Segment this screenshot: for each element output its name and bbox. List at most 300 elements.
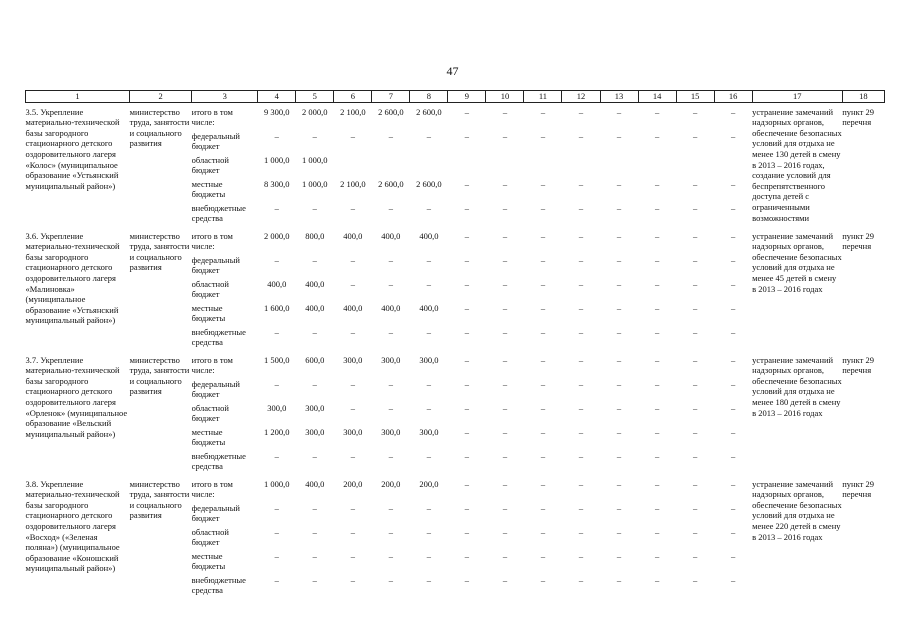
funding-value: – (654, 354, 660, 365)
list-reference: пункт 29 перечня (842, 106, 874, 128)
funding-value: – (616, 574, 622, 585)
funding-value: – (274, 450, 279, 461)
funding-value: – (502, 106, 508, 117)
funding-source: итого в том числе: (191, 106, 233, 128)
funding-value: – (540, 202, 546, 213)
funding-value: 400,0 (267, 278, 287, 289)
funding-value: – (312, 254, 317, 265)
funding-value: – (616, 426, 622, 437)
funding-value: 600,0 (305, 354, 325, 365)
funding-value: 2 000,0 (302, 106, 328, 117)
funding-value: – (464, 302, 470, 313)
funding-value: 1 000,0 (264, 154, 290, 165)
funding-value: – (464, 106, 470, 117)
column-number-header: 1 (26, 91, 130, 103)
funding-value: – (388, 402, 393, 413)
funding-value: – (464, 354, 470, 365)
funding-value: – (464, 450, 470, 461)
funding-value: – (350, 574, 355, 585)
funding-value: 300,0 (381, 354, 401, 365)
funding-value: – (350, 278, 355, 289)
funding-value (486, 155, 524, 179)
responsible-executor: министерство труда, занятости и социального развития (129, 354, 190, 397)
funding-value: – (502, 378, 508, 389)
funding-value: – (464, 550, 470, 561)
column-number-header: 14 (638, 91, 676, 103)
funding-value: – (616, 326, 622, 337)
funding-value (372, 155, 410, 179)
program-table (25, 90, 885, 599)
funding-value (562, 155, 600, 179)
funding-value: – (426, 574, 431, 585)
funding-source: федеральный бюджет (191, 254, 240, 276)
funding-value: – (312, 450, 317, 461)
funding-value: – (388, 254, 393, 265)
column-number-header: 18 (842, 91, 884, 103)
funding-value: – (654, 378, 660, 389)
funding-value: – (616, 302, 622, 313)
funding-value: 400,0 (305, 278, 325, 289)
funding-value: – (312, 502, 317, 513)
funding-value: 2 000,0 (264, 230, 290, 241)
funding-value: – (654, 130, 660, 141)
funding-value: – (426, 326, 431, 337)
funding-source: областной бюджет (191, 154, 229, 176)
funding-value: – (692, 254, 698, 265)
funding-value: – (540, 130, 546, 141)
funding-value: – (731, 526, 736, 537)
funding-value: – (692, 278, 698, 289)
column-number-header: 4 (258, 91, 296, 103)
funding-value: – (578, 254, 584, 265)
funding-value: 1 600,0 (264, 302, 290, 313)
column-number-header: 2 (130, 91, 192, 103)
funding-value: – (616, 550, 622, 561)
responsible-executor: министерство труда, занятости и социального развития (129, 478, 190, 521)
funding-value: – (388, 378, 393, 389)
column-number-header: 8 (410, 91, 448, 103)
funding-value: – (464, 378, 470, 389)
funding-value: – (616, 526, 622, 537)
funding-value: – (540, 302, 546, 313)
funding-value: – (654, 402, 660, 413)
funding-value: – (426, 130, 431, 141)
funding-value: – (312, 326, 317, 337)
funding-value: – (692, 402, 698, 413)
funding-value: 400,0 (381, 230, 401, 241)
funding-source: внебюджетные средства (191, 574, 246, 596)
funding-value: – (502, 326, 508, 337)
funding-value: 300,0 (343, 426, 363, 437)
column-number-header: 15 (676, 91, 714, 103)
funding-value: 400,0 (305, 302, 325, 313)
funding-value: – (464, 178, 470, 189)
funding-value: 400,0 (419, 230, 439, 241)
column-number-header: 6 (334, 91, 372, 103)
funding-value: – (426, 402, 431, 413)
funding-value: – (426, 254, 431, 265)
measure-name: 3.7. Укрепление материально-технической базы загородного стационарного детского оздоровительного лагеря «Орленок» (муниципальное образование «Вельский муниципальный район») (25, 354, 128, 439)
funding-source: внебюджетные средства (191, 326, 246, 348)
funding-value: – (540, 106, 546, 117)
funding-value: – (731, 254, 736, 265)
funding-value: – (654, 230, 660, 241)
funding-value: – (654, 574, 660, 585)
funding-value: – (578, 526, 584, 537)
funding-value: 300,0 (419, 426, 439, 437)
funding-value: – (654, 326, 660, 337)
funding-value: – (692, 478, 698, 489)
funding-value: – (502, 402, 508, 413)
table-row (26, 475, 885, 503)
funding-value: – (692, 202, 698, 213)
funding-value: – (502, 178, 508, 189)
funding-value: – (312, 574, 317, 585)
funding-value: – (654, 178, 660, 189)
funding-value: – (274, 574, 279, 585)
funding-value: – (540, 254, 546, 265)
funding-value: 300,0 (267, 402, 287, 413)
funding-value: – (350, 130, 355, 141)
funding-value: – (464, 326, 470, 337)
funding-value: – (731, 478, 736, 489)
funding-value: – (654, 302, 660, 313)
measure-name: 3.6. Укрепление материально-технической базы загородного стационарного детского оздоровительного лагеря «Малиновка» (муниципальное образование «Устьянский муниципальный район») (25, 230, 120, 326)
funding-value: – (350, 378, 355, 389)
funding-value: – (692, 130, 698, 141)
funding-value (676, 155, 714, 179)
funding-value: – (388, 450, 393, 461)
list-reference: пункт 29 перечня (842, 478, 874, 500)
funding-value: – (578, 354, 584, 365)
funding-source: местные бюджеты (191, 426, 226, 448)
funding-value: – (350, 326, 355, 337)
funding-value: 200,0 (419, 478, 439, 489)
funding-source: федеральный бюджет (191, 502, 240, 524)
column-number-header: 12 (562, 91, 600, 103)
funding-value: – (540, 378, 546, 389)
funding-source: внебюджетные средства (191, 450, 246, 472)
funding-value: 400,0 (343, 230, 363, 241)
funding-value: 9 300,0 (264, 106, 290, 117)
funding-value: – (654, 526, 660, 537)
funding-value: – (540, 450, 546, 461)
funding-value: – (616, 278, 622, 289)
funding-value: 300,0 (305, 426, 325, 437)
column-number-header: 13 (600, 91, 638, 103)
funding-value: – (731, 378, 736, 389)
funding-value: – (502, 278, 508, 289)
funding-value: – (654, 278, 660, 289)
column-number-header: 10 (486, 91, 524, 103)
funding-value: – (692, 354, 698, 365)
funding-value: – (731, 178, 736, 189)
funding-value: – (464, 278, 470, 289)
funding-value: 200,0 (343, 478, 363, 489)
measure-name: 3.5. Укрепление материально-технической базы загородного стационарного детского оздоровительного лагеря «Колос» (муниципальное образование «Устьянский муниципальный район») (25, 106, 120, 191)
funding-value: – (388, 574, 393, 585)
funding-value: – (731, 450, 736, 461)
funding-value: 2 600,0 (416, 178, 442, 189)
funding-value: – (426, 450, 431, 461)
funding-value: – (502, 450, 508, 461)
funding-value: 800,0 (305, 230, 325, 241)
funding-value: – (426, 502, 431, 513)
funding-value: – (578, 378, 584, 389)
funding-value: – (578, 402, 584, 413)
funding-source: местные бюджеты (191, 302, 226, 324)
funding-value: – (388, 130, 393, 141)
funding-value (638, 155, 676, 179)
funding-value: – (731, 426, 736, 437)
funding-value: – (692, 178, 698, 189)
column-number-header: 5 (296, 91, 334, 103)
funding-source: областной бюджет (191, 526, 229, 548)
column-number-row (26, 91, 885, 103)
funding-value: – (426, 278, 431, 289)
funding-value: – (502, 478, 508, 489)
funding-value: – (464, 254, 470, 265)
funding-source: итого в том числе: (191, 478, 233, 500)
funding-value: 1 200,0 (264, 426, 290, 437)
column-number-header: 3 (192, 91, 258, 103)
funding-value: – (312, 526, 317, 537)
funding-value: – (426, 202, 431, 213)
column-number-header: 17 (752, 91, 842, 103)
expected-result: устранение замечаний надзорных органов, обеспечение безопасных условий для отдыха не менее 180 детей в смену в 2013 – 2016 годах (752, 354, 842, 418)
funding-value: – (578, 278, 584, 289)
funding-value: – (502, 130, 508, 141)
funding-value: – (692, 106, 698, 117)
funding-value: – (540, 526, 546, 537)
funding-value: – (731, 502, 736, 513)
funding-value: – (464, 526, 470, 537)
funding-value: – (654, 202, 660, 213)
funding-source: областной бюджет (191, 402, 229, 424)
funding-value: – (731, 574, 736, 585)
funding-value: – (692, 426, 698, 437)
column-number-header: 16 (714, 91, 752, 103)
funding-value: – (502, 502, 508, 513)
funding-value: – (464, 478, 470, 489)
funding-value: – (464, 402, 470, 413)
funding-value: – (388, 326, 393, 337)
funding-value: 1 500,0 (264, 354, 290, 365)
funding-value: – (502, 574, 508, 585)
funding-value: – (312, 130, 317, 141)
funding-source: местные бюджеты (191, 550, 226, 572)
funding-value: – (540, 402, 546, 413)
funding-value: – (540, 426, 546, 437)
funding-value: – (502, 354, 508, 365)
funding-value: – (731, 278, 736, 289)
funding-value: – (731, 202, 736, 213)
funding-value: – (578, 106, 584, 117)
funding-value: 300,0 (381, 426, 401, 437)
expected-result: устранение замечаний надзорных органов, обеспечение безопасных условий для отдыха не менее 220 детей в смену в 2013 – 2016 годах (752, 478, 842, 542)
funding-value: – (616, 450, 622, 461)
funding-value: – (578, 426, 584, 437)
funding-value: 200,0 (381, 478, 401, 489)
funding-value: – (350, 450, 355, 461)
funding-value: – (350, 502, 355, 513)
funding-value: – (388, 278, 393, 289)
funding-value: – (731, 106, 736, 117)
funding-value: 400,0 (381, 302, 401, 313)
funding-value (524, 155, 562, 179)
list-reference: пункт 29 перечня (842, 354, 874, 376)
funding-value: – (540, 502, 546, 513)
expected-result: устранение замечаний надзорных органов, обеспечение безопасных условий для отдыха не менее 45 детей в смену в 2013 – 2016 годах (752, 230, 842, 294)
funding-value: – (426, 550, 431, 561)
funding-value: – (464, 230, 470, 241)
column-number-header: 9 (448, 91, 486, 103)
funding-value: – (692, 550, 698, 561)
funding-value: – (388, 202, 393, 213)
funding-source: федеральный бюджет (191, 378, 240, 400)
funding-value: – (274, 130, 279, 141)
funding-value: – (616, 178, 622, 189)
funding-value: – (388, 502, 393, 513)
funding-value: – (692, 378, 698, 389)
list-reference: пункт 29 перечня (842, 230, 874, 252)
funding-value: – (502, 526, 508, 537)
funding-value: 300,0 (343, 354, 363, 365)
funding-value: – (426, 526, 431, 537)
funding-value: – (692, 230, 698, 241)
funding-value: – (578, 302, 584, 313)
column-number-header: 11 (524, 91, 562, 103)
funding-value: – (578, 230, 584, 241)
funding-value: – (388, 550, 393, 561)
funding-value: – (502, 302, 508, 313)
table-row (26, 102, 885, 131)
funding-value: – (464, 130, 470, 141)
funding-value: – (654, 502, 660, 513)
funding-value: – (350, 202, 355, 213)
responsible-executor: министерство труда, занятости и социального развития (129, 106, 190, 149)
funding-value (714, 155, 752, 179)
funding-value: – (350, 526, 355, 537)
funding-value: – (692, 302, 698, 313)
funding-value: – (388, 526, 393, 537)
funding-value: 1 000,0 (302, 178, 328, 189)
funding-value: – (540, 326, 546, 337)
funding-value (410, 155, 448, 179)
funding-value: – (616, 354, 622, 365)
table-row (26, 351, 885, 379)
funding-value: – (731, 402, 736, 413)
funding-value: – (312, 378, 317, 389)
funding-value: – (578, 130, 584, 141)
funding-value: – (464, 502, 470, 513)
funding-value: – (654, 106, 660, 117)
funding-value: – (274, 202, 279, 213)
funding-value: – (654, 550, 660, 561)
funding-value: – (502, 254, 508, 265)
funding-value: – (464, 202, 470, 213)
funding-value: – (274, 526, 279, 537)
funding-value: 2 600,0 (378, 106, 404, 117)
funding-value: – (464, 426, 470, 437)
funding-value: 2 600,0 (416, 106, 442, 117)
funding-value: 8 300,0 (264, 178, 290, 189)
measure-name: 3.8. Укрепление материально-технической базы загородного стационарного детского оздоровительного лагеря «Восход» («Зеленая поляна») (муниципальное образование «Коношский муниципальный район») (25, 478, 120, 574)
funding-value: – (692, 526, 698, 537)
funding-value: – (578, 550, 584, 561)
funding-value: – (464, 574, 470, 585)
funding-value: – (654, 450, 660, 461)
funding-source: итого в том числе: (191, 230, 233, 252)
funding-value: – (502, 230, 508, 241)
funding-value: – (540, 574, 546, 585)
funding-value: 1 000,0 (302, 154, 328, 165)
funding-source: внебюджетные средства (191, 202, 246, 224)
funding-value: – (540, 278, 546, 289)
funding-value: – (731, 354, 736, 365)
funding-value: – (540, 230, 546, 241)
funding-value: – (616, 402, 622, 413)
funding-value: – (274, 502, 279, 513)
expected-result: устранение замечаний надзорных органов, обеспечение безопасных условий для отдыха не менее 130 детей в смену в 2013 – 2016 годах, создание условий для беспрепятственного доступа детей с ограниченными возможностями (752, 106, 842, 223)
funding-value: – (616, 502, 622, 513)
funding-source: областной бюджет (191, 278, 229, 300)
funding-value: 2 100,0 (340, 106, 366, 117)
funding-value: – (616, 130, 622, 141)
funding-value: – (731, 326, 736, 337)
funding-value: – (616, 478, 622, 489)
funding-value: – (731, 550, 736, 561)
funding-value: 2 100,0 (340, 178, 366, 189)
funding-value: 1 000,0 (264, 478, 290, 489)
funding-value: – (274, 378, 279, 389)
funding-value: – (692, 502, 698, 513)
funding-value: – (312, 202, 317, 213)
funding-value: – (274, 550, 279, 561)
funding-value: 300,0 (305, 402, 325, 413)
funding-value: – (312, 550, 317, 561)
funding-value: – (578, 574, 584, 585)
funding-value: – (350, 254, 355, 265)
page-number: 47 (446, 64, 459, 78)
funding-value: – (350, 402, 355, 413)
funding-source: местные бюджеты (191, 178, 226, 200)
funding-value: – (578, 502, 584, 513)
funding-value: – (578, 202, 584, 213)
funding-value: – (578, 450, 584, 461)
column-number-header: 7 (372, 91, 410, 103)
funding-value: – (654, 426, 660, 437)
funding-value: 400,0 (343, 302, 363, 313)
funding-value: – (692, 326, 698, 337)
funding-value: 400,0 (305, 478, 325, 489)
funding-source: федеральный бюджет (191, 130, 240, 152)
funding-value: – (616, 106, 622, 117)
funding-value: 400,0 (419, 302, 439, 313)
funding-source: итого в том числе: (191, 354, 233, 376)
funding-value: – (731, 230, 736, 241)
funding-value: – (654, 478, 660, 489)
funding-value: – (731, 130, 736, 141)
funding-value: – (540, 478, 546, 489)
responsible-executor: министерство труда, занятости и социального развития (129, 230, 190, 273)
funding-value: – (426, 378, 431, 389)
funding-value: – (502, 202, 508, 213)
funding-value: – (654, 254, 660, 265)
funding-value: – (540, 550, 546, 561)
funding-value: – (274, 254, 279, 265)
funding-value (448, 155, 486, 179)
